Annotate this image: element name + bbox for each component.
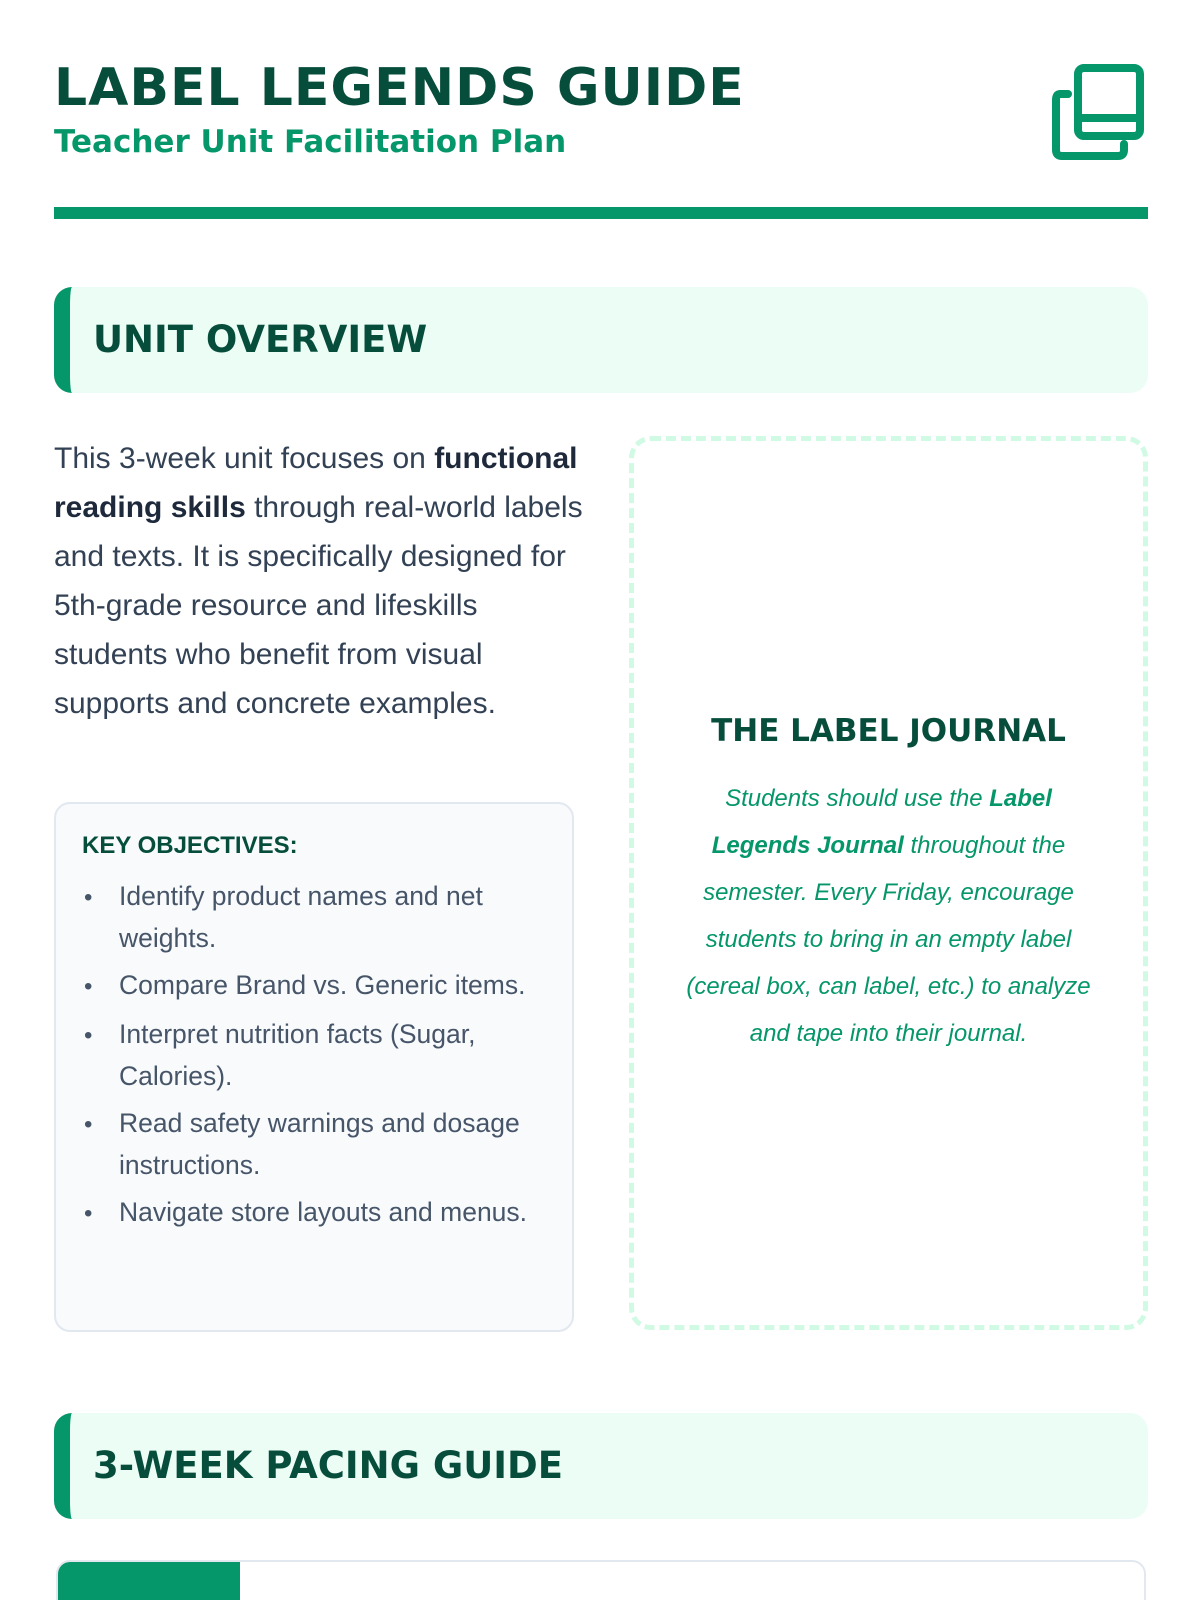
section-title: 3-WEEK PACING GUIDE bbox=[93, 1444, 564, 1487]
book-icon bbox=[1052, 62, 1148, 162]
key-objectives-box bbox=[54, 802, 574, 1332]
intro-emphasis: functional reading skills bbox=[54, 442, 578, 524]
section-title: UNIT OVERVIEW bbox=[93, 318, 428, 361]
journal-text: Students should use the Label Legends Journal throughout the semester. Every Friday, encourage students to bring in an empty label (cereal box, can label, etc.) to analyze and tape into their journal. bbox=[686, 785, 1091, 1047]
section-header-pacing bbox=[54, 1413, 1148, 1519]
list-item: • Interpret nutrition facts (Sugar, Calories). bbox=[84, 1019, 476, 1091]
label-journal-callout bbox=[629, 436, 1148, 1330]
page-header bbox=[54, 58, 1148, 168]
section-header-overview bbox=[54, 287, 1148, 393]
objectives-heading: KEY OBJECTIVES: bbox=[82, 832, 298, 859]
list-item: • Navigate store layouts and menus. bbox=[84, 1197, 528, 1227]
unit-intro bbox=[54, 434, 584, 728]
journal-title: THE LABEL JOURNAL bbox=[711, 713, 1066, 749]
intro-text: This 3-week unit focuses on bbox=[54, 442, 435, 475]
page-title: LABEL LEGENDS GUIDE bbox=[54, 58, 745, 118]
list-item: • Read safety warnings and dosage instructions. bbox=[84, 1108, 520, 1180]
pacing-week-card bbox=[56, 1560, 1146, 1600]
journal-emphasis: Label Legends Journal bbox=[711, 785, 1052, 859]
week-tab bbox=[58, 1562, 240, 1600]
page-subtitle: Teacher Unit Facilitation Plan bbox=[54, 124, 567, 160]
list-item: • Compare Brand vs. Generic items. bbox=[84, 970, 526, 1000]
list-item: • Identify product names and net weights. bbox=[84, 881, 483, 953]
objectives-list bbox=[82, 876, 546, 1234]
intro-text: through real-world labels and texts. It is specifically designed for 5th-grade resource and lifeskills students who benefit from visual supports and concrete examples. bbox=[54, 491, 583, 720]
header-divider bbox=[54, 207, 1148, 219]
